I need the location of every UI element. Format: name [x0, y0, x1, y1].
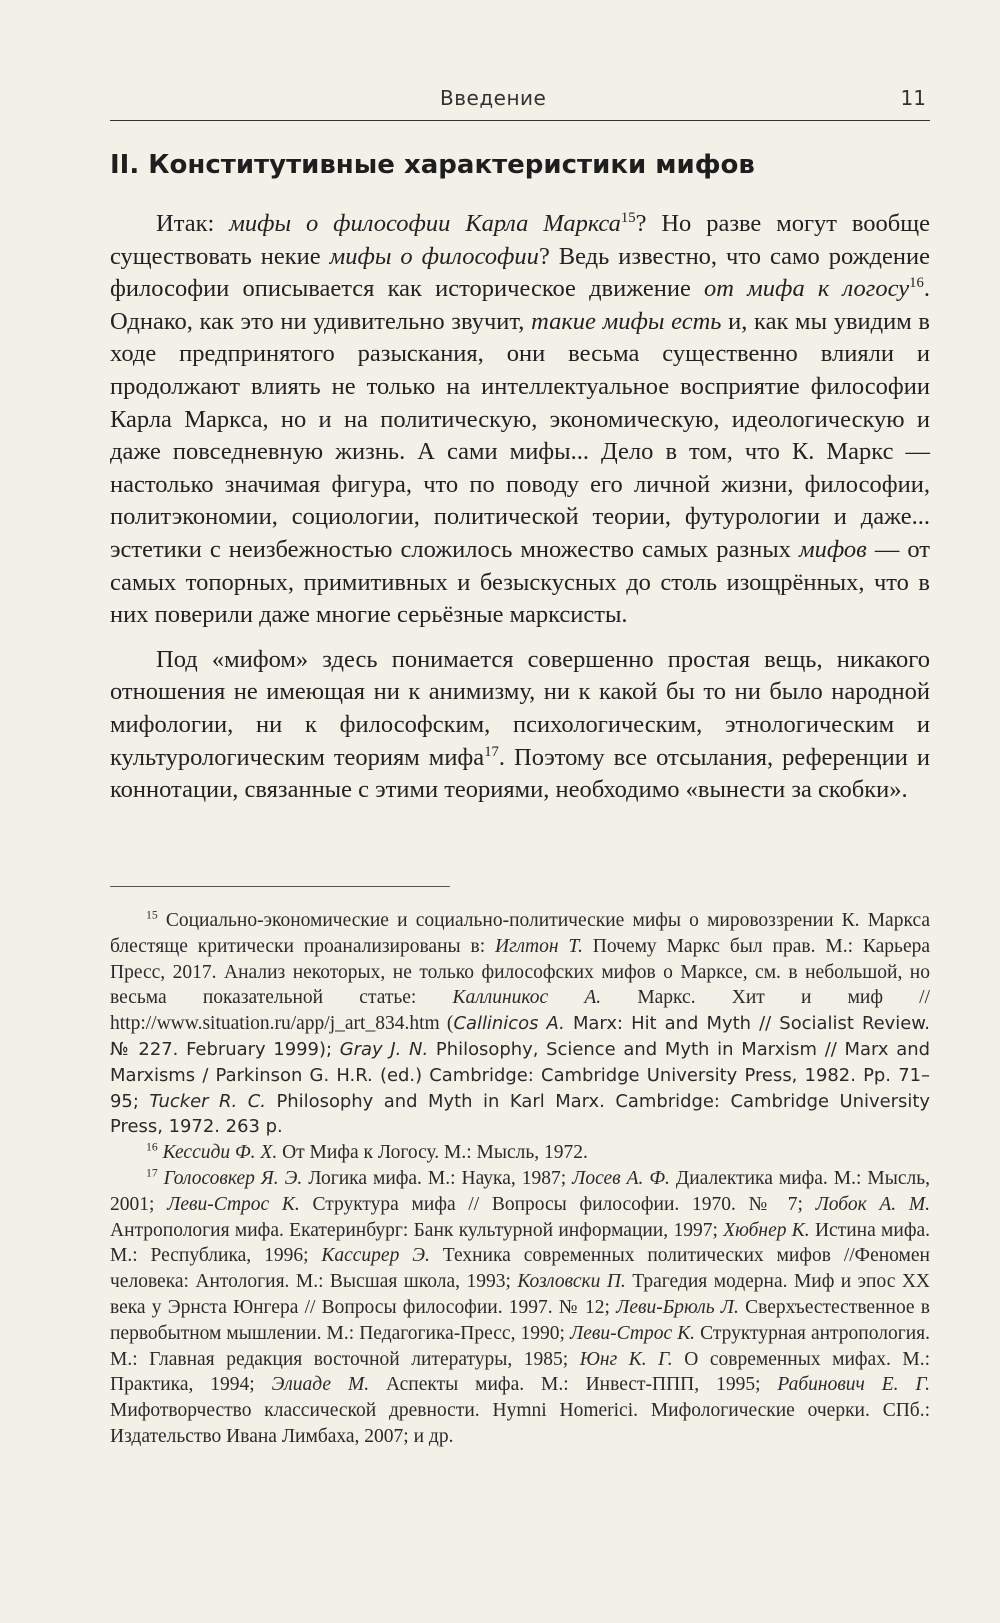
- text-span: Логика мифа. М.: Наука, 1987;: [302, 1167, 573, 1189]
- text-span: Диалектика мифа. М.: Мысль, 2001;: [110, 1167, 930, 1215]
- author-name: Рабинович Е. Г.: [777, 1374, 930, 1396]
- italic-phrase: от мифа к логосу: [704, 275, 910, 303]
- italic-phrase: такие мифы есть: [531, 307, 722, 335]
- text-span: . Однако, как это ни удивительно звучит,: [110, 275, 930, 335]
- text-span: Антропология мифа. Екатеринбург: Банк культурной информации, 1997;: [110, 1219, 724, 1241]
- text-span: Philosophy, Science and Myth in Marxism // Marx and Marxisms / Parkinson G. H.R. (ed.) Cambridge: Cambridge University Press, 1982. Pp. 71–95;: [110, 1038, 930, 1112]
- author-name: Лобок А. М.: [815, 1193, 931, 1215]
- author-name: Gray J. N.: [339, 1038, 429, 1060]
- paragraph-2: [110, 644, 930, 807]
- author-name: Голосовкер Я. Э.: [157, 1167, 303, 1189]
- text-span: Philosophy and Myth in Karl Marx. Cambridge: Cambridge University Press, 1972. 263 p.: [110, 1090, 930, 1138]
- italic-phrase: мифы о философии Карла Маркса: [229, 210, 621, 237]
- footnote-ref-16: 16: [909, 275, 924, 292]
- author-name: Callinicos A.: [453, 1013, 565, 1035]
- author-name: Козловски П.: [517, 1271, 626, 1293]
- text-span: Marx: Hit and Myth // Socialist Review. № 227. February 1999);: [110, 1013, 931, 1060]
- text-span: Итак:: [156, 210, 230, 237]
- running-head: [110, 84, 930, 121]
- text-span: О современных мифах. М.: Практика, 1994;: [110, 1348, 931, 1396]
- footnote-number: 15: [146, 908, 158, 922]
- text-span: Социально-экономические и социально-политические мифы о мировоззрении К. Маркса блестяще критически проанализированы в:: [110, 910, 930, 957]
- footnote-number: 17: [146, 1166, 158, 1180]
- text-span: Трагедия модерна. Миф и эпос XX века у Эрнста Юнгера // Вопросы философии. 1997. № 12;: [110, 1271, 930, 1318]
- author-name: Леви-Строс К.: [167, 1193, 300, 1215]
- text-span: Почему Маркс был прав. М.: Карьера Пресс, 2017. Анализ некоторых, не только философских мифов о Марксе, см. в небольшой, но весьма показательной статье:: [110, 935, 931, 1009]
- footnotes: [110, 908, 930, 1450]
- text-span: Сверхъестественное в первобытном мышлении. М.: Педагогика-Пресс, 1990;: [110, 1296, 931, 1344]
- page-number: 11: [900, 86, 926, 110]
- text-span: и, как мы увидим в ходе предпринятого разыскания, они весьма существенно влияли и продолжают влиять не только на интеллектуальное восприятие философии Карла Маркса, но и на политическую, экономическую, идеологическую и даже повседневную жизнь. А сами мифы... Дело в том, что К. Маркс — настолько значимая фигура, что по поводу его личной жизни, философии, политэкономии, социологии, политической теории, футурологии и даже... эстетики с неизбежностью сложилось множество самых разных: [110, 307, 930, 563]
- footnote-16: [110, 1140, 930, 1166]
- text-span: Структурная антропология. М.: Главная редакция восточной литературы, 1985;: [110, 1322, 930, 1370]
- footnote-number: 16: [146, 1140, 158, 1154]
- text-span: ? Ведь известно, что само рождение философии описывается как историческое движение: [110, 242, 930, 303]
- author-name: Tucker R. C.: [149, 1090, 266, 1112]
- author-name: Кассирер Э.: [321, 1245, 430, 1267]
- text-span: Структура мифа // Вопросы философии. 1970. № 7;: [299, 1193, 816, 1215]
- text-span: . Поэтому все отсылания, референции и коннотации, связанные с этими теориями, необходимо «вынести за скобки».: [110, 743, 931, 804]
- author-name: Каллиникос А.: [452, 987, 602, 1009]
- text-span: — от самых топорных, примитивных и безыскусных до столь изощрённых, что в них поверили даже многие серьёзные марксисты.: [110, 535, 930, 629]
- italic-phrase: мифов: [798, 535, 867, 563]
- footnote-15: [110, 908, 930, 1140]
- text-span: ? Но разве могут вообще существовать некие: [110, 210, 930, 270]
- author-name: Юнг К. Г.: [579, 1348, 673, 1370]
- body-text: [110, 208, 930, 807]
- text-span: Аспекты мифа. М.: Инвест-ППП, 1995;: [369, 1374, 778, 1396]
- text-span: От Мифа к Логосу. М.: Мысль, 1972.: [277, 1142, 588, 1164]
- author-name: Элиаде М.: [271, 1374, 370, 1396]
- author-name: Кессиди Ф. Х.: [157, 1142, 278, 1164]
- section-heading: II. Конститутивные характеристики мифов: [110, 150, 755, 180]
- paragraph-1: [110, 208, 930, 632]
- footnote-17: [110, 1166, 930, 1450]
- text-span: Истина мифа. М.: Республика, 1996;: [110, 1219, 930, 1267]
- author-name: Хюбнер К.: [723, 1219, 810, 1241]
- text-span: Под «мифом» здесь понимается совершенно простая вещь, никакого отношения не имеющая ни к анимизму, ни к какой бы то ни было народной мифологии, ни к философским, психологическим, этнологическим и культурологическим теориям мифа: [110, 645, 930, 771]
- author-name: Лосев А. Ф.: [572, 1167, 670, 1189]
- footnote-ref-17: 17: [484, 743, 499, 760]
- author-name: Иглтон Т.: [495, 935, 583, 957]
- author-name: Леви-Брюль Л.: [616, 1296, 739, 1318]
- running-title: Введение: [440, 86, 547, 110]
- author-name: Леви-Строс К.: [570, 1322, 696, 1344]
- text-span: Мифотворчество классической древности. Hymni Homerici. Мифологические очерки. СПб.: Издательство Ивана Лимбаха, 2007; и др.: [110, 1400, 930, 1447]
- text-span: Маркс. Хит и миф // http://www.situation.ru/app/j_art_834.htm (: [110, 987, 930, 1035]
- footnote-divider: [110, 886, 450, 887]
- italic-phrase: мифы о философии: [329, 242, 539, 270]
- footnote-ref-15: 15: [620, 209, 636, 226]
- text-span: Техника современных политических мифов //Феномен человека: Антология. М.: Высшая школа, 1993;: [110, 1245, 930, 1293]
